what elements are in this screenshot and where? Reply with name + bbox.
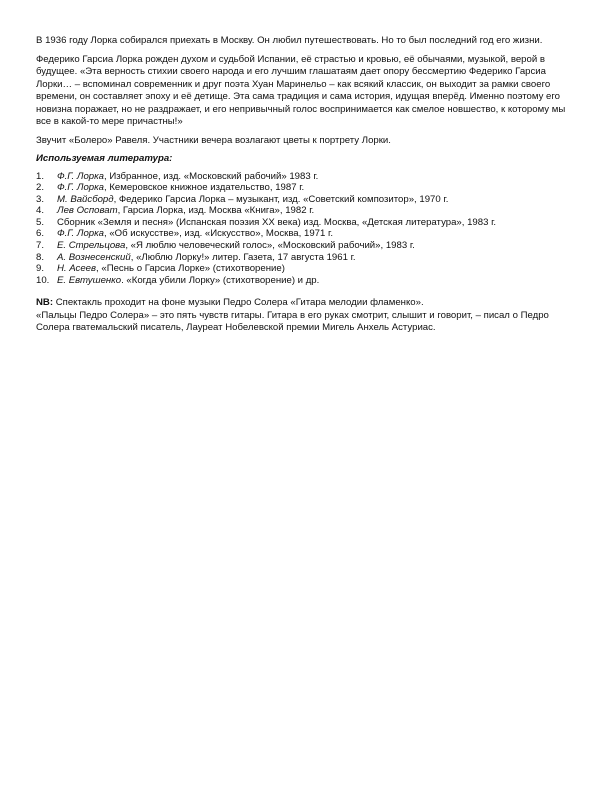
literature-item [36, 275, 581, 287]
item-author: Е. Стрельцова [57, 240, 126, 252]
item-author: А. Вознесенский [57, 251, 131, 263]
literature-item [36, 171, 581, 183]
item-author: Ф.Г. Лорка [57, 182, 104, 194]
paragraph-bolero: Звучит «Болеро» Равеля. Участники вечера возлагают цветы к портрету Лорки. [36, 134, 391, 146]
item-number: 2. [36, 182, 45, 194]
literature-heading-colon: : [169, 153, 173, 164]
item-number: 8. [36, 251, 45, 263]
literature-item [36, 228, 581, 240]
item-author: Ф.Г. Лорка [57, 170, 104, 182]
literature-item [36, 240, 581, 252]
item-text: Сборник «Земля и песня» (Испанская поэзия XX века) изд. Москва, «Детская литература», 1983 г. [57, 216, 497, 228]
literature-list [36, 171, 581, 287]
literature-item [36, 252, 581, 264]
item-number: 10. [36, 274, 50, 286]
item-author: Лев Осповат [57, 205, 118, 217]
literature-item [36, 182, 581, 194]
note-text: Спектакль проходит на фоне музыки Педро Солера «Гитара мелодии фламенко». [53, 297, 424, 309]
item-author: Н. Асеев [57, 263, 97, 275]
item-text: , Кемеровское книжное издательство, 1987 г. [104, 182, 305, 194]
literature-item [36, 263, 581, 275]
item-number: 7. [36, 240, 45, 252]
item-number: 9. [36, 263, 45, 275]
literature-item [36, 205, 581, 217]
item-number: 1. [36, 170, 45, 182]
note-line [36, 297, 581, 310]
literature-item [36, 217, 581, 229]
literature-item [36, 194, 581, 206]
item-text: , Федерико Гарсиа Лорка – музыкант, изд. «Советский композитор», 1970 г. [113, 193, 449, 205]
item-number: 6. [36, 228, 45, 240]
item-author: М. Вайсборд [57, 193, 114, 205]
item-text: , «Я люблю человеческий голос», «Московский рабочий», 1983 г. [125, 240, 415, 252]
paragraph-lorca-moscow: В 1936 году Лорка собирался приехать в Москву. Он любил путешествовать. Но то был последний год его жизни. [36, 35, 543, 46]
item-text: , «Люблю Лорку!» литер. Газета, 17 августа 1961 г. [130, 251, 356, 263]
note-label: NB: [36, 297, 54, 309]
item-author: Ф.Г. Лорка [57, 228, 104, 240]
item-text: , «Песнь о Гарсиа Лорке» (стихотворение) [96, 263, 285, 275]
item-number: 5. [36, 216, 45, 228]
document-page [36, 35, 581, 335]
item-text: , Избранное, изд. «Московский рабочий» 1983 г. [104, 170, 319, 182]
literature-heading [36, 153, 581, 166]
item-author: Е. Евтушенко [57, 274, 122, 286]
note-continuation: «Пальцы Педро Солера» – это пять чувств гитары. Гитара в его руках смотрит, слышит и говорит, – писал о Педро Солера гватемальский писатель, Лауреат Нобелевской премии Мигель Анхель Астуриас. [36, 309, 549, 334]
item-number: 3. [36, 193, 45, 205]
paragraph-lorca-spain: Федерико Гарсиа Лорка рожден духом и судьбой Испании, её страстью и кровью, её обычаями, музыкой, верой в будущее. «Эта верность стихии своего народа и его лучшим глашатаям дает опору бессмертию Федерико Гарсиа Лорки… – вспоминал современник и друг поэта Хуан Маринельо – как всякий классик, он выходит за рамки своего времени, он составляет эпоху и её детище. Эта сама традиция и сама история, идущая вперёд. Именно поэтому его новизна поражает, но не раздражает, и его непривычный голос воспринимается как смелое новшество, к которому мы все в какой-то мере причастны!» [36, 53, 566, 127]
item-text: , Гарсиа Лорка, изд. Москва «Книга», 1982 г. [117, 205, 315, 217]
item-text: , «Об искусстве», изд. «Искусство», Москва, 1971 г. [104, 228, 333, 240]
literature-heading-text: Используемая литература [36, 153, 170, 164]
item-text: . «Когда убили Лорку» (стихотворение) и др. [121, 274, 320, 286]
item-number: 4. [36, 205, 45, 217]
